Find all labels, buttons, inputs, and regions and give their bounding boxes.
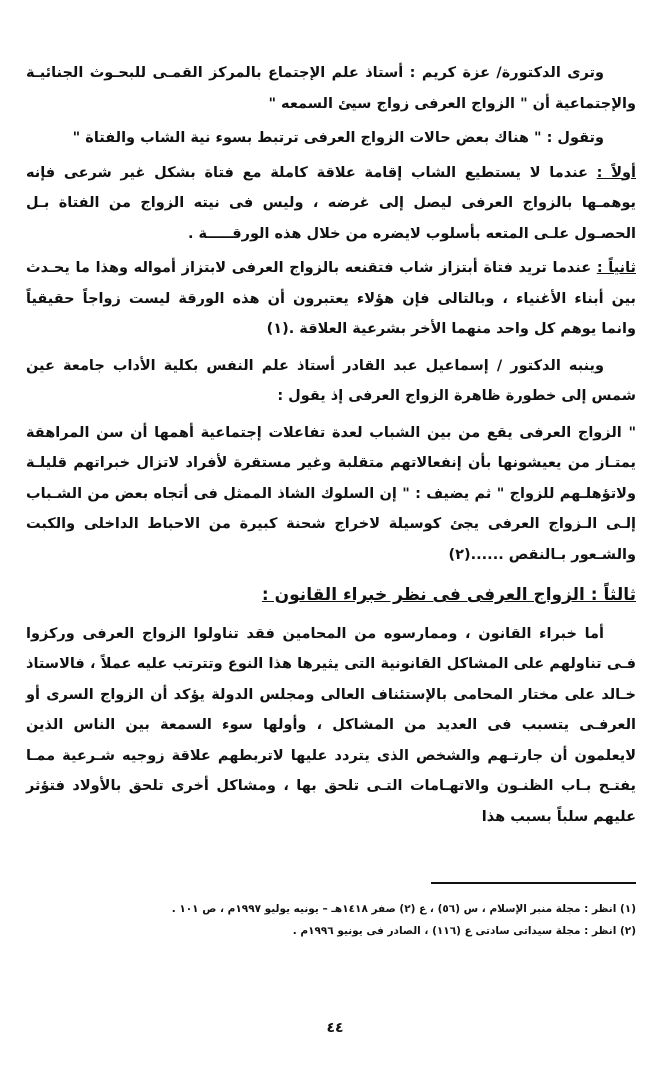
page-number: ٤٤: [326, 1020, 344, 1036]
paragraph-law-experts: أما خبراء القانون ، وممارسوه من المحامين فقد تناولوا الزواج العرفى وركزوا فـى تناولهم على المشاكل القانونية التى يثيرها هذا النوع وتترتب عليه عملاً ، فالاستاذ خـالد على مختار المحامى بالإستئناف العالى ومجلس الدولة يؤكد أن الزواج السرى أو العرفـى يتسبب فى العديد من المشاكل ، وأولها سوء السمعة بين الناس الذين لايعلمون أن جارتـهم والشخص الذى يتردد عليها لاتربطهم علاقة زوجيه شـرعية ممـا يفتـح بـاب الظنـون والاتهـامات التـى تلحق بها ، ومشاكل أخرى تلحق بالأولاد فتؤثر عليهم سلباً بسبب هذا: [26, 625, 636, 825]
footnote-divider: [431, 882, 636, 884]
paragraph-ismail-warning: وينبه الدكتور / إسماعيل عبد القادر أستاذ علم النفس بكلية الأداب جامعة عين شمس إلى خطورة ظاهرة الزواج العرفى إذ يقول :: [26, 357, 636, 404]
footnote-2: (٢) انظر : مجلة سيداتى سادتى ع (١١٦) ، الصادر فى يونيو ١٩٩٦م .: [292, 925, 636, 937]
footnote-1: (١) انظر : مجلة منبر الإسلام ، س (٥٦) ، ع (٢) صفر ١٤١٨هـ – يونيه يوليو ١٩٩٧م ، ص ١٠١ .: [171, 903, 636, 915]
paragraph-first-case: [26, 158, 636, 250]
first-case-text: عندما لا يستطيع الشاب إقامة علاقة كاملة مع فتاة بشكل غير شرعى فإنه يوهمـها بالزواج العرفى ليصل إلى غرضه ، وليس فى نيته الزواج من الفتاة بـل الحصـول علـى المتعه بأسلوب لايضره من خلال هذه الورقـــــة .: [26, 164, 636, 242]
second-label: ثانياً :: [596, 260, 637, 276]
body-text: [26, 58, 636, 836]
first-label: أولاً :: [596, 164, 636, 181]
paragraph-second-case: [26, 253, 636, 345]
paragraph-quote-azza-karim: وترى الدكتورة/ عزة كريم : أستاذ علم الإجتماع بالمركز القمـى للبحـوث الجنائيـة والإجتماعية أن " الزواج العرفى زواج سيئ السمعه ": [26, 65, 636, 112]
paragraph-bad-intent: وتقول : " هناك بعض حالات الزواج العرفى ترتبط بسوء نية الشاب والفتاة ": [72, 130, 604, 146]
footnotes: [30, 898, 636, 942]
section-heading-law-experts: ثالثاً : الزواج العرفى فى نظر خبراء القانون :: [261, 585, 636, 605]
paragraph-quote-ismail: " الزواج العرفى يقع من بين الشباب لعدة تفاعلات إجتماعية أهمها أن سن المراهقة يمتـاز من يعيشونها بأن إنفعالاتهم متقلبة وغير مستقرة لأفراد لاتزال خبراتهم قليلـة ولاتؤهلـهم للزواج " ثم يضيف : " إن السلوك الشاذ الممثل فى أتجاه بعض من الشـباب إلـى الـزواج العرفى يجئ كوسيلة لاخراج شحنة كبيرة من الاحباط الداخلى والكبت والشـعور بـالنقص ......(٢): [26, 424, 636, 563]
second-case-text: عندما تريد فتاة أبتزاز شاب فتقنعه بالزواج العرفى لابتزاز أمواله وهذا ما يحـدث بين أبناء الأغنياء ، وبالتالى فإن هؤلاء يعتبرون أن هذه الورقة ليست زواجاً حقيقياً وانما يوهم كل واحد منهما الأخر بشرعية العلاقة .(١): [26, 260, 636, 337]
